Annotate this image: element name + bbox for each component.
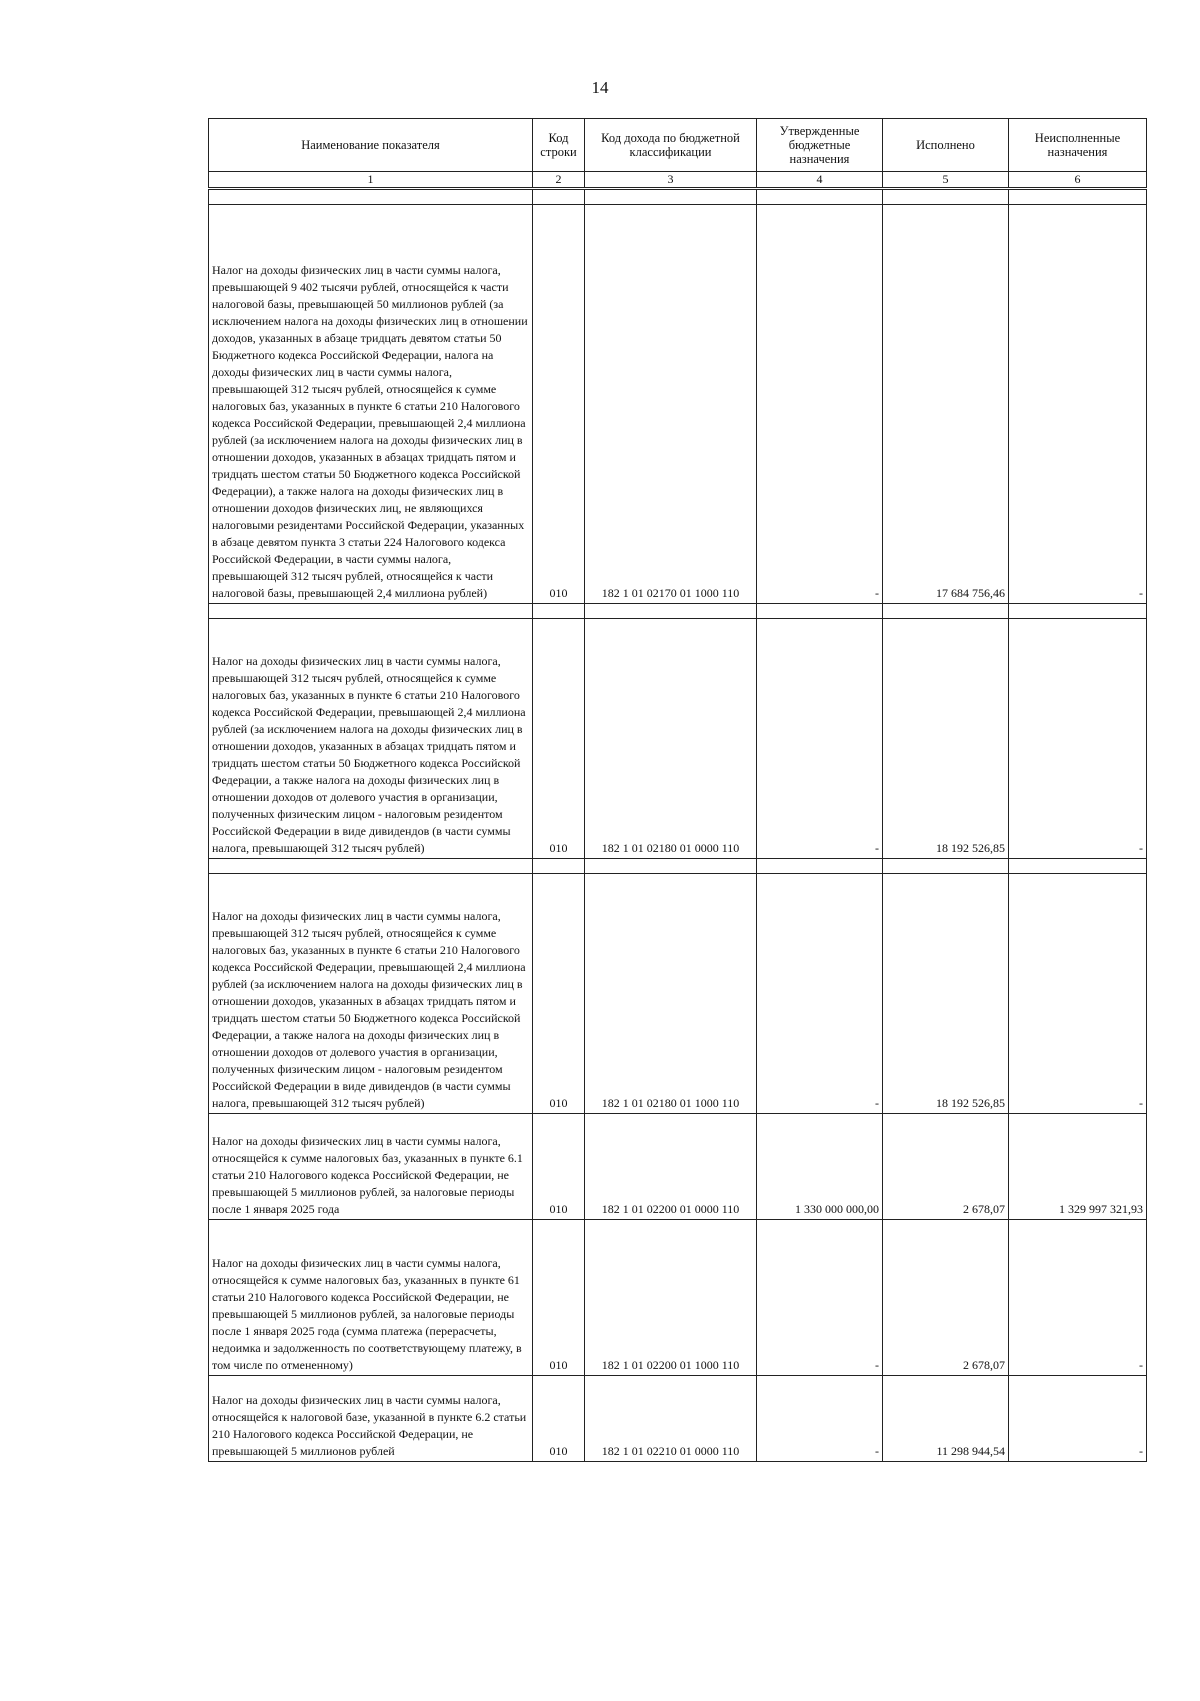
- line-code: 010: [533, 205, 585, 604]
- table-row: [209, 1376, 1147, 1462]
- column-number: 5: [883, 172, 1009, 189]
- indicator-name: Налог на доходы физических лиц в части суммы налога, превышающей 9 402 тысячи рублей, относящейся к части налоговой базы, превышающей 50 миллионов рублей (за исключением налога на доходы физических лиц в отношении доходов, указанных в абзаце тридцать девятом статьи 50 Бюджетного кодекса Российской Федерации, налога на доходы физических лиц в части суммы налога, превышающей 312 тысяч рублей, относящейся к сумме налоговых баз, указанных в пункте 6 статьи 210 Налогового кодекса Российской Федерации, превышающей 2,4 миллиона рублей (за исключением налога на доходы физических лиц в отношении доходов, указанных в абзацах тридцать пятом и тридцать шестом статьи 50 Бюджетного кодекса Российской Федерации), а также налога на доходы физических лиц в отношении доходов физических лиц, не являющихся налоговыми резидентами Российской Федерации, указанных в абзаце девятом пункта 3 статьи 224 Налогового кодекса Российской Федерации, в части суммы налога, превышающей 312 тысяч рублей, относящейся к части налоговой базы, превышающей 2,4 миллиона рублей): [209, 205, 533, 604]
- unexecuted-amount: 1 329 997 321,93: [1009, 1114, 1147, 1220]
- indicator-name: Налог на доходы физических лиц в части суммы налога, относящейся к сумме налоговых баз, указанных в пункте 6.1 статьи 210 Налогового кодекса Российской Федерации, не превышающей 5 миллионов рублей, за налоговые периоды после 1 января 2025 года: [209, 1114, 533, 1220]
- row-spacer: [209, 859, 1147, 874]
- approved-amount: -: [757, 619, 883, 859]
- table-row: [209, 619, 1147, 859]
- header-unexecuted: Неисполненные назначения: [1009, 119, 1147, 172]
- line-code: 010: [533, 1220, 585, 1376]
- column-number: 3: [585, 172, 757, 189]
- table-header-row: [209, 119, 1147, 172]
- table-row: [209, 1114, 1147, 1220]
- row-spacer: [209, 189, 1147, 205]
- executed-amount: 11 298 944,54: [883, 1376, 1009, 1462]
- header-executed: Исполнено: [883, 119, 1009, 172]
- column-numbers-row: [209, 172, 1147, 189]
- executed-amount: 17 684 756,46: [883, 205, 1009, 604]
- header-line-code: Код строки: [533, 119, 585, 172]
- unexecuted-amount: -: [1009, 1376, 1147, 1462]
- executed-amount: 2 678,07: [883, 1220, 1009, 1376]
- income-report-table: [208, 118, 1147, 1462]
- income-code: 182 1 01 02210 01 0000 110: [585, 1376, 757, 1462]
- header-income-code: Код дохода по бюджетной классификации: [585, 119, 757, 172]
- row-spacer: [209, 604, 1147, 619]
- column-number: 6: [1009, 172, 1147, 189]
- approved-amount: -: [757, 1376, 883, 1462]
- income-code: 182 1 01 02170 01 1000 110: [585, 205, 757, 604]
- approved-amount: -: [757, 874, 883, 1114]
- page-number: 14: [591, 78, 609, 97]
- approved-amount: 1 330 000 000,00: [757, 1114, 883, 1220]
- approved-amount: -: [757, 1220, 883, 1376]
- line-code: 010: [533, 619, 585, 859]
- executed-amount: 18 192 526,85: [883, 874, 1009, 1114]
- table-row: [209, 1220, 1147, 1376]
- table-row: [209, 205, 1147, 604]
- indicator-name: Налог на доходы физических лиц в части суммы налога, относящейся к сумме налоговых баз, указанных в пункте 61 статьи 210 Налогового кодекса Российской Федерации, не превышающей 5 миллионов рублей, за налоговые периоды после 1 января 2025 года (сумма платежа (перерасчеты, недоимка и задолженность по соответствующему платежу, в том числе по отмененному): [209, 1220, 533, 1376]
- line-code: 010: [533, 874, 585, 1114]
- indicator-name: Налог на доходы физических лиц в части суммы налога, превышающей 312 тысяч рублей, относящейся к сумме налоговых баз, указанных в пункте 6 статьи 210 Налогового кодекса Российской Федерации, превышающей 2,4 миллиона рублей (за исключением налога на доходы физических лиц в отношении доходов, указанных в абзацах тридцать пятом и тридцать шестом статьи 50 Бюджетного кодекса Российской Федерации, а также налога на доходы физических лиц в отношении доходов от долевого участия в организации, полученных физическим лицом - налоговым резидентом Российской Федерации в виде дивидендов (в части суммы налога, превышающей 312 тысяч рублей): [209, 874, 533, 1114]
- unexecuted-amount: -: [1009, 619, 1147, 859]
- executed-amount: 18 192 526,85: [883, 619, 1009, 859]
- header-approved: Утвержденные бюджетные назначения: [757, 119, 883, 172]
- column-number: 4: [757, 172, 883, 189]
- line-code: 010: [533, 1114, 585, 1220]
- executed-amount: 2 678,07: [883, 1114, 1009, 1220]
- income-code: 182 1 01 02180 01 1000 110: [585, 874, 757, 1114]
- line-code: 010: [533, 1376, 585, 1462]
- income-code: 182 1 01 02180 01 0000 110: [585, 619, 757, 859]
- header-indicator-name: Наименование показателя: [209, 119, 533, 172]
- income-code: 182 1 01 02200 01 0000 110: [585, 1114, 757, 1220]
- column-number: 1: [209, 172, 533, 189]
- indicator-name: Налог на доходы физических лиц в части суммы налога, превышающей 312 тысяч рублей, относящейся к сумме налоговых баз, указанных в пункте 6 статьи 210 Налогового кодекса Российской Федерации, превышающей 2,4 миллиона рублей (за исключением налога на доходы физических лиц в отношении доходов, указанных в абзацах тридцать пятом и тридцать шестом статьи 50 Бюджетного кодекса Российской Федерации, а также налога на доходы физических лиц в отношении доходов от долевого участия в организации, полученных физическим лицом - налоговым резидентом Российской Федерации в виде дивидендов (в части суммы налога, превышающей 312 тысяч рублей): [209, 619, 533, 859]
- unexecuted-amount: -: [1009, 874, 1147, 1114]
- table-row: [209, 874, 1147, 1114]
- indicator-name: Налог на доходы физических лиц в части суммы налога, относящейся к налоговой базе, указанной в пункте 6.2 статьи 210 Налогового кодекса Российской Федерации, не превышающей 5 миллионов рублей: [209, 1376, 533, 1462]
- column-number: 2: [533, 172, 585, 189]
- unexecuted-amount: -: [1009, 205, 1147, 604]
- approved-amount: -: [757, 205, 883, 604]
- unexecuted-amount: -: [1009, 1220, 1147, 1376]
- income-code: 182 1 01 02200 01 1000 110: [585, 1220, 757, 1376]
